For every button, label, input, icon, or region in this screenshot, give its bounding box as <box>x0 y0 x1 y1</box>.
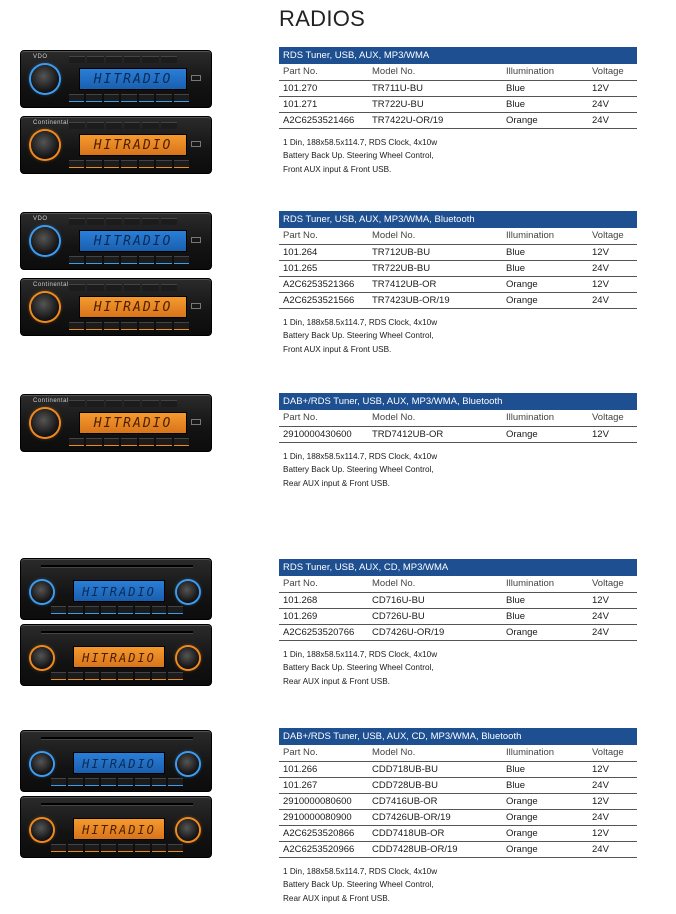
table-row: 101.267 CDD728UB-BU Blue 24V <box>279 777 637 793</box>
spec-header: RDS Tuner, USB, AUX, MP3/WMA, Bluetooth <box>279 211 637 228</box>
spec-description: 1 Din, 188x58.5x114.7, RDS Clock, 4x10w Battery Back Up. Steering Wheel Control, Rear AUX input & Front USB. <box>283 451 438 488</box>
spec-block <box>279 211 637 356</box>
volume-knob-icon <box>31 131 59 159</box>
volume-knob-icon <box>31 65 59 93</box>
spec-block <box>279 559 637 688</box>
cd-radio-image-orange <box>20 624 212 686</box>
radio-display: HITRADIO <box>79 68 187 90</box>
spec-header: DAB+/RDS Tuner, USB, AUX, MP3/WMA, Bluetooth <box>279 393 637 410</box>
page-title: RADIOS <box>279 6 366 31</box>
cd-slot <box>41 565 193 568</box>
spec-block <box>279 47 637 176</box>
table-row: A2C6253520866 CDD7418UB-OR Orange 12V <box>279 825 637 841</box>
spec-table: Part No. Model No. Illumination Voltage 101.264 TR712UB-BU Blue 12V 101.265 TR722UB-BU Blue 24V A2C6253521366 TR7412UB-OR Orange 12V A2C6253521566 TR7423UB-OR/19 Orange 24V <box>279 228 637 309</box>
radio-image-orange <box>20 394 212 452</box>
tuning-knob-icon <box>177 753 199 775</box>
spec-header: RDS Tuner, USB, AUX, MP3/WMA <box>279 47 637 64</box>
cd-slot <box>41 631 193 634</box>
table-row: 101.264 TR712UB-BU Blue 12V <box>279 244 637 260</box>
cd-radio-image-orange <box>20 796 212 858</box>
brand-logo: Continental <box>33 282 69 288</box>
radio-image-orange <box>20 116 212 174</box>
cd-slot <box>41 803 193 806</box>
spec-description: 1 Din, 188x58.5x114.7, RDS Clock, 4x10w Battery Back Up. Steering Wheel Control, Rear AUX input & Front USB. <box>283 866 438 903</box>
volume-knob-icon <box>31 647 53 669</box>
spec-table: Part No. Model No. Illumination Voltage 101.268 CD716U-BU Blue 12V 101.269 CD726U-BU Blue 24V A2C6253520766 CD7426U-OR/19 Orange 24V <box>279 576 637 641</box>
table-row: A2C6253521366 TR7412UB-OR Orange 12V <box>279 276 637 292</box>
table-row: 101.271 TR722U-BU Blue 24V <box>279 96 637 112</box>
radio-image-blue <box>20 50 212 108</box>
radio-display: HITRADIO <box>73 752 165 774</box>
usb-port-icon <box>191 141 201 147</box>
tuning-knob-icon <box>177 819 199 841</box>
brand-logo: VDO <box>33 216 48 222</box>
radio-display: HITRADIO <box>79 230 187 252</box>
spec-description: 1 Din, 188x58.5x114.7, RDS Clock, 4x10w Battery Back Up. Steering Wheel Control, Front AUX input & Front USB. <box>283 317 438 354</box>
radio-image-orange <box>20 278 212 336</box>
volume-knob-icon <box>31 409 59 437</box>
spec-block <box>279 393 637 490</box>
spec-table: Part No. Model No. Illumination Voltage 2910000430600 TRD7412UB-OR Orange 12V <box>279 410 637 443</box>
usb-port-icon <box>191 303 201 309</box>
radio-display: HITRADIO <box>79 296 187 318</box>
table-row: 101.268 CD716U-BU Blue 12V <box>279 592 637 608</box>
table-row: 101.269 CD726U-BU Blue 24V <box>279 608 637 624</box>
cd-slot <box>41 737 193 740</box>
radio-image-blue <box>20 212 212 270</box>
brand-logo: VDO <box>33 54 48 60</box>
table-row: 101.266 CDD718UB-BU Blue 12V <box>279 761 637 777</box>
table-row: 101.265 TR722UB-BU Blue 24V <box>279 260 637 276</box>
table-row: A2C6253520766 CD7426U-OR/19 Orange 24V <box>279 624 637 640</box>
spec-description: 1 Din, 188x58.5x114.7, RDS Clock, 4x10w Battery Back Up. Steering Wheel Control, Front AUX input & Front USB. <box>283 137 438 174</box>
cd-radio-image-blue <box>20 730 212 792</box>
volume-knob-icon <box>31 581 53 603</box>
brand-logo: Continental <box>33 398 69 404</box>
radio-display: HITRADIO <box>73 646 165 668</box>
volume-knob-icon <box>31 819 53 841</box>
radio-display: HITRADIO <box>73 580 165 602</box>
table-row: A2C6253521466 TR7422U-OR/19 Orange 24V <box>279 112 637 128</box>
tuning-knob-icon <box>177 647 199 669</box>
table-row: 2910000080900 CD7426UB-OR/19 Orange 24V <box>279 809 637 825</box>
usb-port-icon <box>191 75 201 81</box>
table-row: 2910000080600 CD7416UB-OR Orange 12V <box>279 793 637 809</box>
radio-display: HITRADIO <box>79 412 187 434</box>
table-row: 101.270 TR711U-BU Blue 12V <box>279 80 637 96</box>
spec-header: DAB+/RDS Tuner, USB, AUX, CD, MP3/WMA, Bluetooth <box>279 728 637 745</box>
spec-description: 1 Din, 188x58.5x114.7, RDS Clock, 4x10w Battery Back Up. Steering Wheel Control, Rear AUX input & Front USB. <box>283 649 438 686</box>
usb-port-icon <box>191 419 201 425</box>
spec-table: Part No. Model No. Illumination Voltage 101.266 CDD718UB-BU Blue 12V 101.267 CDD728UB-BU Blue 24V 2910000080600 CD7416UB-OR Orange 12V 2910000080900 CD7426UB-OR/19 Orange 24V A2C6253520866 CDD7418UB-OR Orange 12V A2C6253520966 CDD7428UB-OR/19 Orange 24V <box>279 745 637 858</box>
volume-knob-icon <box>31 293 59 321</box>
spec-header: RDS Tuner, USB, AUX, CD, MP3/WMA <box>279 559 637 576</box>
usb-port-icon <box>191 237 201 243</box>
spec-block <box>279 728 637 905</box>
radio-display: HITRADIO <box>73 818 165 840</box>
brand-logo: Continental <box>33 120 69 126</box>
table-row: A2C6253520966 CDD7428UB-OR/19 Orange 24V <box>279 841 637 857</box>
table-row: A2C6253521566 TR7423UB-OR/19 Orange 24V <box>279 292 637 308</box>
volume-knob-icon <box>31 753 53 775</box>
spec-table: Part No. Model No. Illumination Voltage 101.270 TR711U-BU Blue 12V 101.271 TR722U-BU Blue 24V A2C6253521466 TR7422U-OR/19 Orange 24V <box>279 64 637 129</box>
cd-radio-image-blue <box>20 558 212 620</box>
volume-knob-icon <box>31 227 59 255</box>
radio-display: HITRADIO <box>79 134 187 156</box>
table-row: 2910000430600 TRD7412UB-OR Orange 12V <box>279 426 637 442</box>
tuning-knob-icon <box>177 581 199 603</box>
